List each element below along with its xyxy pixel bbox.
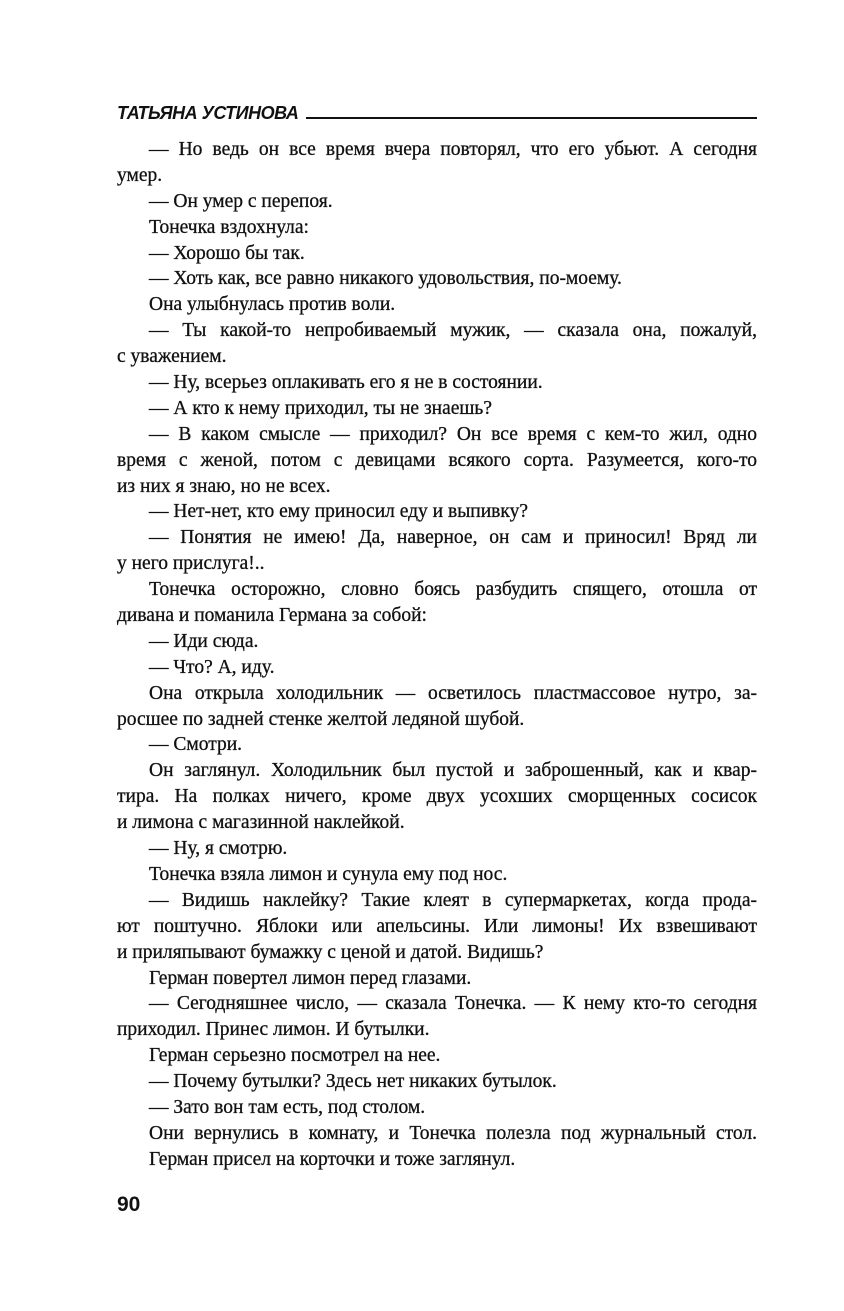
author-name: ТАТЬЯНА УСТИНОВА [117,103,299,123]
text-line: Герман присел на корточки и тоже заглянул. [149,1148,516,1170]
text-line: — Ты какой-то непробиваемый мужик, — сказала она, пожалуй, [149,320,757,342]
text-line: и лимона с магазинной наклейкой. [117,812,405,834]
text-line: Герман повертел лимон перед глазами. [149,967,472,989]
text-line: время с женой, потом с девицами всякого сорта. Разумеется, кого-то [117,449,757,471]
text-line: — Ну, всерьез оплакивать его я не в состоянии. [149,372,543,394]
text-line: приходил. Принес лимон. И бутылки. [117,1019,430,1041]
text-line: ют поштучно. Яблоки или апельсины. Или лимоны! Их взвешивают [117,915,757,937]
text-line: — Видишь наклейку? Такие клеят в супермаркетах, когда прода- [149,889,757,911]
text-line: Тонечка осторожно, словно боясь разбудить спящего, отошла от [149,579,757,601]
text-line: с уважением. [117,346,227,368]
text-line: Герман серьезно посмотрел на нее. [149,1045,441,1067]
text-line: у него прислуга!.. [117,553,265,575]
running-header [117,97,757,123]
text-line: — Что? А, иду. [149,656,275,678]
text-line: и приляпывают бумажку с ценой и датой. Видишь? [117,941,544,963]
text-line: — Ну, я смотрю. [149,838,288,860]
text-line: — Понятия не имею! Да, наверное, он сам и приносил! Вряд ли [149,527,757,549]
text-line: умер. [117,164,163,186]
text-line: — Иди сюда. [149,630,259,652]
text-line: — Хорошо бы так. [149,242,305,264]
text-line: — Нет-нет, кто ему приносил еду и выпивку? [149,501,528,523]
text-line: Он заглянул. Холодильник был пустой и заброшенный, как и квар- [149,760,757,782]
text-line: тира. На полках ничего, кроме двух усохших сморщенных сосисок [117,786,757,808]
text-line: — А кто к нему приходил, ты не знаешь? [149,397,492,419]
text-line: — В каком смысле — приходил? Он все время с кем-то жил, одно [149,423,757,445]
text-line: — Почему бутылки? Здесь нет никаких бутылок. [149,1071,557,1093]
text-line: Они вернулись в комнату, и Тонечка полезла под журнальный стол. [149,1122,757,1144]
text-line: — Зато вон там есть, под столом. [149,1096,426,1118]
text-line: Тонечка вздохнула: [149,216,309,238]
text-line: — Сегодняшнее число, — сказала Тонечка. — К нему кто-то сегодня [149,993,757,1015]
header-rule [306,117,757,119]
text-line: росшее по задней стенке желтой ледяной шубой. [117,708,525,730]
text-line: Она улыбнулась против воли. [149,294,396,316]
text-line: — Смотри. [149,734,243,756]
page-number: 90 [117,1193,141,1216]
text-line: Она открыла холодильник — осветилось пластмассовое нутро, за- [149,682,757,704]
text-line: дивана и поманила Германа за собой: [117,605,427,627]
text-line: Тонечка взяла лимон и сунула ему под нос. [149,863,508,885]
text-line: — Он умер с перепоя. [149,190,333,212]
page-body-text [117,137,757,1173]
text-line: — Хоть как, все равно никакого удовольствия, по-моему. [149,268,622,290]
text-line: из них я знаю, но не всех. [117,475,331,497]
text-line: — Но ведь он все время вчера повторял, что его убьют. А сегодня [149,139,757,160]
